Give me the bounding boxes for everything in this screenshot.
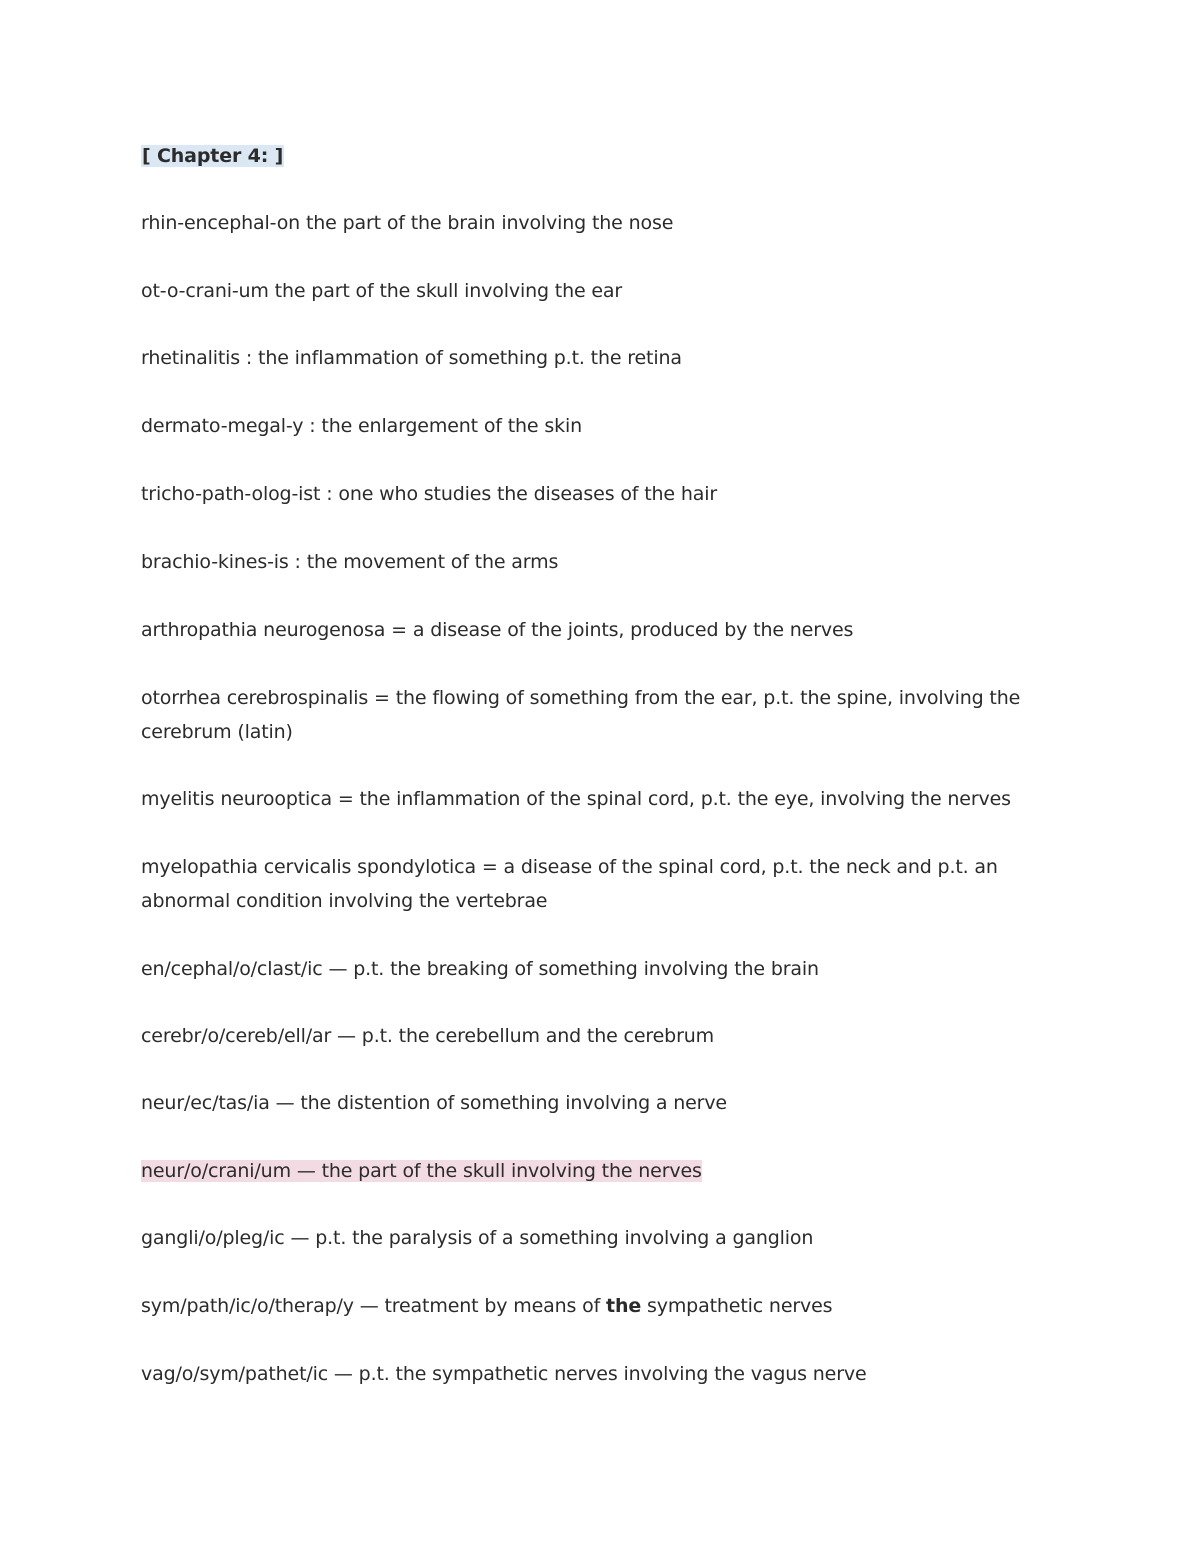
entry-neurectasia: neur/ec/tas/ia — the distention of something involving a nerve [141,1092,727,1114]
entry-vagosympathetic: vag/o/sym/pathet/ic — p.t. the sympathetic nerves involving the vagus nerve [141,1363,867,1385]
entry-encephaloclastic: en/cephal/o/clast/ic — p.t. the breaking of something involving the brain [141,958,819,980]
entry-myelitis-neurooptica: myelitis neurooptica = the inflammation of the spinal cord, p.t. the eye, involving the nerves [141,788,1011,810]
entry-neurocranium-line [141,1154,1041,1188]
entry-otorrhea-cerebrospinalis: otorrhea cerebrospinalis = the flowing of something from the ear, p.t. the spine, involving the cerebrum (latin) [141,687,1021,743]
entry-sympathicotherapy-after: sympathetic nerves [641,1295,833,1317]
entry-neurocranium: neur/o/crani/um — the part of the skull involving the nerves [141,1160,702,1182]
entry-rhetinalitis: rhetinalitis : the inflammation of something p.t. the retina [141,347,682,369]
entry-sympathicotherapy-bold: the [606,1295,642,1317]
entry-brachiokinesis: brachio-kines-is : the movement of the arms [141,551,559,573]
chapter-heading: [ Chapter 4: ] [142,145,284,167]
entry-ganglioplegic: gangli/o/pleg/ic — p.t. the paralysis of a something involving a ganglion [141,1227,814,1249]
entry-sympathicotherapy [141,1289,1041,1323]
entry-myelopathia-cervicalis-spondylotica: myelopathia cervicalis spondylotica = a disease of the spinal cord, p.t. the neck and p.t. an abnormal condition involving the vertebrae [141,856,998,912]
entry-rhinencephalon: rhin-encephal-on the part of the brain involving the nose [141,212,674,234]
entry-cerebrocerebellar: cerebr/o/cereb/ell/ar — p.t. the cerebellum and the cerebrum [141,1025,714,1047]
entry-otocranium: ot-o-crani-um the part of the skull involving the ear [141,280,623,302]
entry-arthropathia-neurogenosa: arthropathia neurogenosa = a disease of the joints, produced by the nerves [141,619,854,641]
chapter-heading-line [141,139,1041,173]
entry-sympathicotherapy-before: sym/path/ic/o/therap/y — treatment by means of [141,1295,607,1317]
entry-dermatomegaly: dermato-megal-y : the enlargement of the skin [141,415,582,437]
entry-trichopathologist: tricho-path-olog-ist : one who studies the diseases of the hair [141,483,718,505]
